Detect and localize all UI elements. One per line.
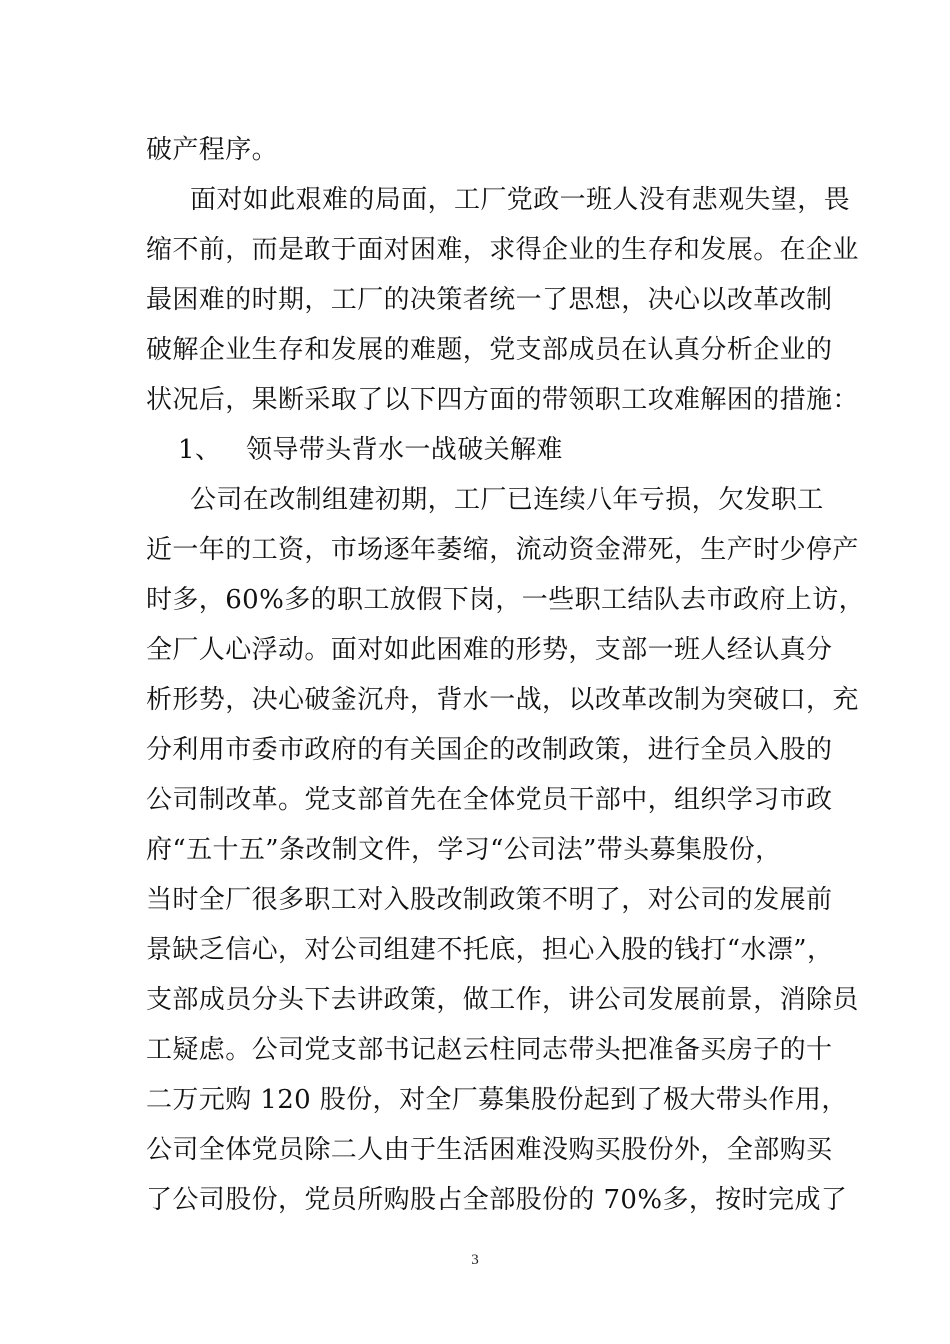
text-line: 公司制改革。党支部首先在全体党员干部中，组织学习市政 (146, 785, 833, 815)
text-line: 分利用市委市政府的有关国企的改制政策，进行全员入股的 (146, 735, 833, 765)
text-line: 全厂人心浮动。面对如此困难的形势，支部一班人经认真分 (146, 635, 833, 665)
text-line: 状况后，果断采取了以下四方面的带领职工攻难解困的措施： (146, 385, 859, 415)
text-line: 当时全厂很多职工对入股改制政策不明了，对公司的发展前 (146, 885, 833, 915)
text-line: 工疑虑。公司党支部书记赵云柱同志带头把准备买房子的十 (146, 1035, 833, 1065)
text-line: 景缺乏信心，对公司组建不托底，担心入股的钱打“水漂”， (146, 935, 834, 965)
text-line: 近一年的工资，市场逐年萎缩，流动资金滞死，生产时少停产 (146, 535, 859, 565)
text-line: 公司全体党员除二人由于生活困难没购买股份外，全部购买 (146, 1135, 833, 1165)
section-heading-text: 领导带头背水一战破关解难 (246, 435, 563, 465)
paragraph-first-line: 面对如此艰难的局面，工厂党政一班人没有悲观失望，畏 (190, 185, 851, 215)
text-line: 析形势，决心破釜沉舟，背水一战，以改革改制为突破口，充 (146, 685, 859, 715)
paragraph-first-line: 公司在改制组建初期，工厂已连续八年亏损，欠发职工 (190, 485, 824, 515)
text-line: 破产程序。 (146, 135, 279, 165)
text-line: 了公司股份，党员所购股占全部股份的 70%多，按时完成了 (146, 1185, 848, 1215)
text-line: 最困难的时期，工厂的决策者统一了思想，决心以改革改制 (146, 285, 833, 315)
text-line: 破解企业生存和发展的难题，党支部成员在认真分析企业的 (146, 335, 833, 365)
text-line: 时多，60%多的职工放假下岗，一些职工结队去市政府上访， (146, 585, 865, 615)
text-line: 府“五十五”条改制文件，学习“公司法”带头募集股份， (146, 835, 782, 865)
page-number: 3 (471, 1252, 479, 1268)
text-line: 缩不前，而是敢于面对困难，求得企业的生存和发展。在企业 (146, 235, 859, 265)
section-heading (0, 430, 950, 470)
text-line: 支部成员分头下去讲政策，做工作，讲公司发展前景，消除员 (146, 985, 859, 1015)
section-heading-number: 1、 (178, 435, 222, 465)
text-line: 二万元购 120 股份，对全厂募集股份起到了极大带头作用， (146, 1085, 848, 1115)
